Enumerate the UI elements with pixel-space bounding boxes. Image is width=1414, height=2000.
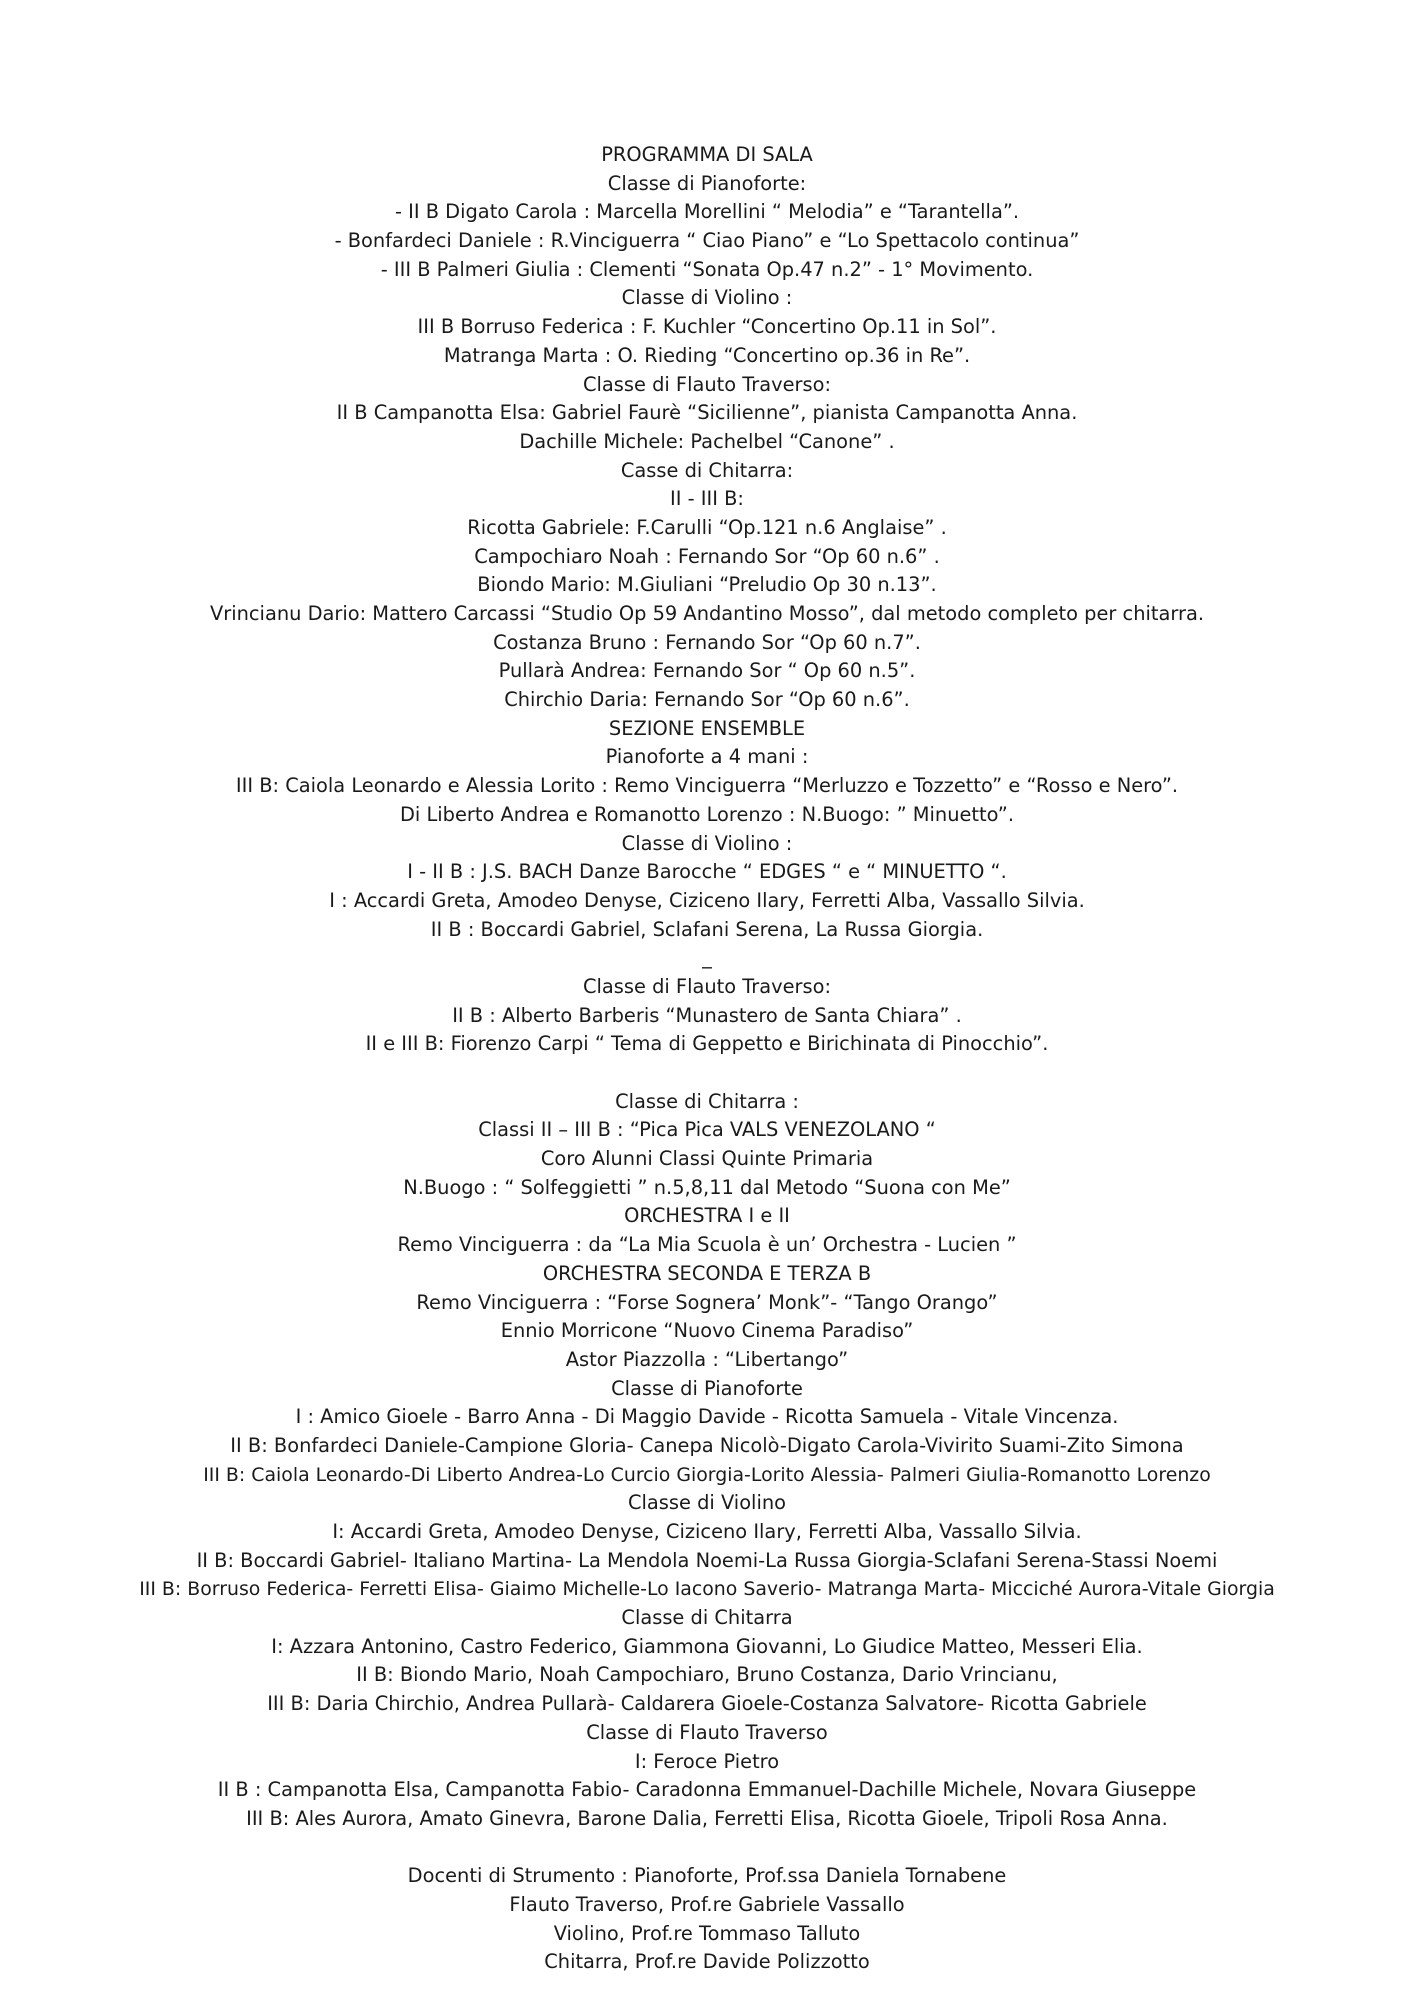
section-heading: Casse di Chitarra: <box>620 458 794 482</box>
program-entry: III B: Caiola Leonardo e Alessia Lorito : Remo Vinciguerra “Merluzzo e Tozzetto” e “Rosso e Nero”. <box>235 774 1179 798</box>
performer-list: II B: Bonfardeci Daniele-Campione Gloria- Canepa Nicolò-Digato Carola-Vivirito Suami-Zito Simona <box>230 1433 1184 1457</box>
section-heading: Classe di Violino : <box>621 831 793 855</box>
performer-list: I: Azzara Antonino, Castro Federico, Giammona Giovanni, Lo Giudice Matteo, Messeri Elia. <box>271 1634 1143 1658</box>
performer-list: III B: Caiola Leonardo-Di Liberto Andrea-Lo Curcio Giorgia-Lorito Alessia- Palmeri Giulia-Romanotto Lorenzo <box>203 1463 1211 1486</box>
performer-list: III B: Borruso Federica- Ferretti Elisa- Giaimo Michelle-Lo Iacono Saverio- Matranga Marta- Micciché Aurora-Vitale Giorgia <box>139 1578 1275 1601</box>
performer-list: III B: Daria Chirchio, Andrea Pullarà- Caldarera Gioele-Costanza Salvatore- Ricotta Gabriele <box>267 1692 1147 1716</box>
performer-list: I: Feroce Pietro <box>634 1749 780 1773</box>
blank-line <box>0 1834 1414 1863</box>
section-heading: Classe di Flauto Traverso: <box>582 372 832 396</box>
section-heading: Classe di Chitarra : <box>615 1089 799 1113</box>
program-entry: Coro Alunni Classi Quinte Primaria <box>540 1147 874 1171</box>
program-entry: Ricotta Gabriele: F.Carulli “Op.121 n.6 Anglaise” . <box>467 515 947 539</box>
program-entry: II B : Alberto Barberis “Munastero de Santa Chiara” . <box>452 1003 962 1027</box>
program-entry: Classi II – III B : “Pica Pica VALS VENEZOLANO “ <box>478 1118 936 1142</box>
program-entry: Campochiaro Noah : Fernando Sor “Op 60 n.6” . <box>474 544 940 568</box>
section-heading: Classe di Pianoforte: <box>607 171 807 195</box>
program-entry: II e III B: Fiorenzo Carpi “ Tema di Geppetto e Birichinata di Pinocchio”. <box>365 1032 1049 1056</box>
section-heading: Classe di Pianoforte <box>611 1376 803 1400</box>
section-heading: ORCHESTRA I e II <box>624 1204 790 1228</box>
program-entry: - III B Palmeri Giulia : Clementi “Sonata Op.47 n.2” - 1° Movimento. <box>380 257 1034 281</box>
program-entry: - Bonfardeci Daniele : R.Vinciguerra “ Ciao Piano” e “Lo Spettacolo continua” <box>334 229 1080 253</box>
program-entry: Astor Piazzolla : “Libertango” <box>565 1347 849 1371</box>
subsection-heading: Pianoforte a 4 mani : <box>605 745 809 769</box>
program-entry: II B Campanotta Elsa: Gabriel Faurè “Sicilienne”, pianista Campanotta Anna. <box>336 401 1078 425</box>
section-heading: Classe di Violino : <box>621 286 793 310</box>
program-entry: II B : Boccardi Gabriel, Sclafani Serena, La Russa Giorgia. <box>430 917 984 941</box>
section-heading: Classe di Chitarra <box>621 1606 793 1630</box>
section-heading: ORCHESTRA SECONDA E TERZA B <box>542 1261 872 1285</box>
program-entry: Matranga Marta : O. Rieding “Concertino op.36 in Re”. <box>443 343 971 367</box>
teachers-line: Violino, Prof.re Tommaso Talluto <box>553 1921 861 1945</box>
performer-list: I : Amico Gioele - Barro Anna - Di Maggio Davide - Ricotta Samuela - Vitale Vincenza. <box>295 1405 1119 1429</box>
program-entry: III B Borruso Federica : F. Kuchler “Concertino Op.11 in Sol”. <box>417 315 997 339</box>
section-heading: SEZIONE ENSEMBLE <box>608 716 806 740</box>
teachers-line: Chitarra, Prof.re Davide Polizzotto <box>544 1950 870 1974</box>
program-title: PROGRAMMA DI SALA <box>601 143 813 166</box>
performer-list: III B: Ales Aurora, Amato Ginevra, Barone Dalia, Ferretti Elisa, Ricotta Gioele, Tripoli Rosa Anna. <box>246 1806 1168 1830</box>
section-heading: Classe di Flauto Traverso: <box>582 974 832 998</box>
teachers-line: Flauto Traverso, Prof.re Gabriele Vassallo <box>509 1892 905 1916</box>
program-entry: Remo Vinciguerra : da “La Mia Scuola è un’ Orchestra - Lucien ” <box>397 1233 1017 1257</box>
program-entry: Di Liberto Andrea e Romanotto Lorenzo : N.Buogo: ” Minuetto”. <box>399 802 1015 826</box>
program-entry: I - II B : J.S. BACH Danze Barocche “ EDGES “ e “ MINUETTO “. <box>407 860 1007 884</box>
program-entry: Remo Vinciguerra : “Forse Sognera’ Monk”- “Tango Orango” <box>416 1290 998 1314</box>
performer-list: I: Accardi Greta, Amodeo Denyse, Ciziceno Ilary, Ferretti Alba, Vassallo Silvia. <box>332 1520 1082 1543</box>
program-entry: Vrincianu Dario: Mattero Carcassi “Studio Op 59 Andantino Mosso”, dal metodo completo per chitarra. <box>209 602 1204 625</box>
performer-list: II B: Biondo Mario, Noah Campochiaro, Bruno Costanza, Dario Vrincianu, <box>356 1663 1058 1687</box>
performer-list: II B: Boccardi Gabriel- Italiano Martina- La Mendola Noemi-La Russa Giorgia-Sclafani Serena-Stassi Noemi <box>196 1548 1218 1572</box>
teachers-line: Docenti di Strumento : Pianoforte, Prof.ssa Daniela Tornabene <box>407 1864 1007 1888</box>
blank-line <box>0 1059 1414 1088</box>
program-entry: N.Buogo : “ Solfeggietti ” n.5,8,11 dal Metodo “Suona con Me” <box>403 1175 1011 1199</box>
program-entry: Chirchio Daria: Fernando Sor “Op 60 n.6”. <box>504 688 910 712</box>
program-entry: Ennio Morricone “Nuovo Cinema Paradiso” <box>500 1319 914 1343</box>
program-entry: - II B Digato Carola : Marcella Morellini “ Melodia” e “Tarantella”. <box>394 200 1020 224</box>
concert-program <box>0 141 1414 1977</box>
program-entry: Biondo Mario: M.Giuliani “Preludio Op 30 n.13”. <box>477 573 937 597</box>
performer-list: II B : Campanotta Elsa, Campanotta Fabio- Caradonna Emmanuel-Dachille Michele, Novara Giuseppe <box>217 1778 1197 1802</box>
program-entry: I : Accardi Greta, Amodeo Denyse, Ciziceno Ilary, Ferretti Alba, Vassallo Silvia. <box>329 888 1085 912</box>
subsection-heading: II - III B: <box>670 487 744 511</box>
program-entry: Costanza Bruno : Fernando Sor “Op 60 n.7”. <box>493 630 921 654</box>
separator-mark: _ <box>702 946 712 970</box>
section-heading: Classe di Violino <box>628 1491 786 1515</box>
program-entry: Pullarà Andrea: Fernando Sor “ Op 60 n.5”. <box>498 659 916 683</box>
program-entry: Dachille Michele: Pachelbel “Canone” . <box>519 429 895 453</box>
section-heading: Classe di Flauto Traverso <box>586 1720 828 1744</box>
